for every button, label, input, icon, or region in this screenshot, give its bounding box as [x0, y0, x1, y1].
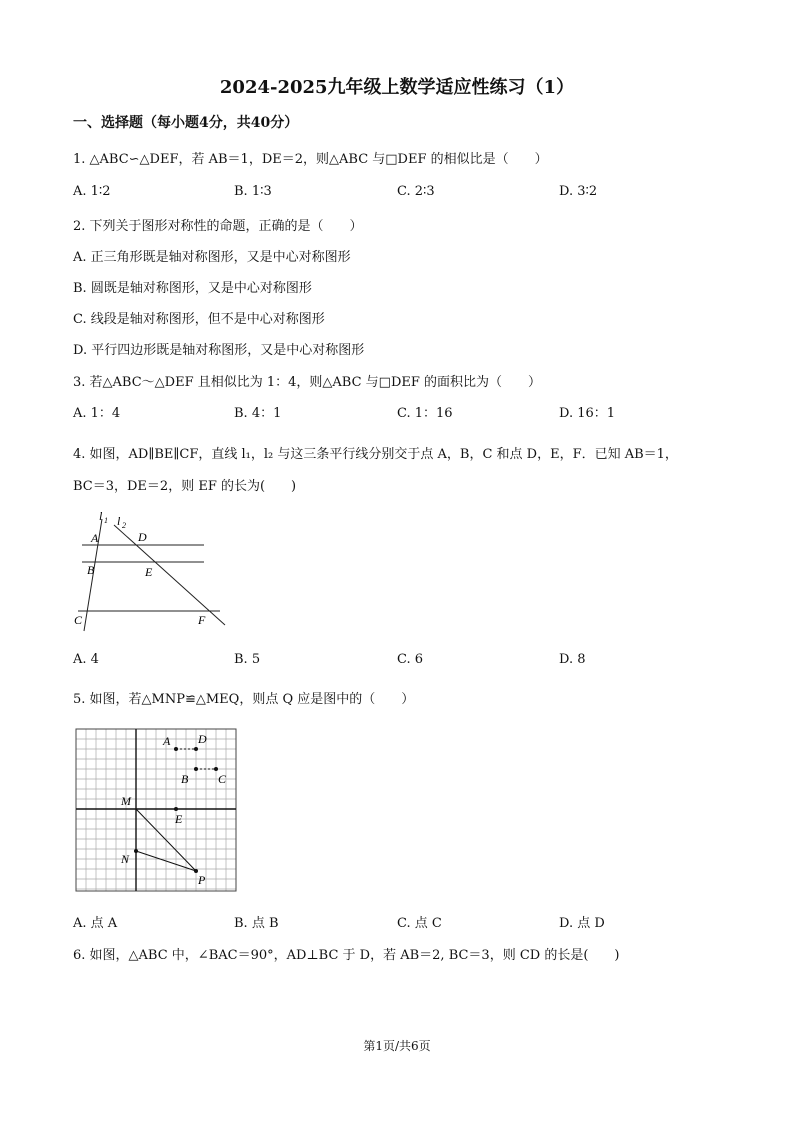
label-l2: l: [117, 514, 121, 528]
point-d: [194, 747, 198, 751]
q2-option-d: D. 平行四边形既是轴对称图形，又是中心对称图形: [73, 343, 365, 358]
section-heading: 一、选择题（每小题4分，共40分）: [73, 115, 299, 131]
page-title: 2024-2025九年级上数学适应性练习（1）: [219, 77, 575, 98]
label-f: F: [198, 613, 206, 627]
point-n: [134, 849, 138, 853]
line-l2: [114, 525, 225, 625]
q4-option-c: C. 6: [397, 652, 424, 667]
q2-option-b: B. 圆既是轴对称图形，又是中心对称图形: [73, 281, 312, 296]
q1-option-c: C. 2∶3: [397, 184, 435, 199]
label-b: B: [87, 563, 95, 577]
label-a: A: [91, 531, 99, 545]
label-e: E: [145, 565, 153, 579]
q3-option-c: C. 1：16: [397, 406, 453, 421]
q4-option-d: D. 8: [559, 652, 586, 667]
q5-grid-figure: [74, 727, 238, 893]
q3-option-d: D. 16：1: [559, 406, 616, 421]
q1-option-d: D. 3∶2: [559, 184, 598, 199]
q3-option-a: A. 1：4: [73, 406, 121, 421]
q4-option-a: A. 4: [73, 652, 99, 667]
label-b: B: [181, 772, 189, 786]
point-c: [214, 767, 218, 771]
label-d: D: [198, 732, 207, 746]
q5-option-d: D. 点 D: [559, 916, 605, 931]
point-e: [174, 807, 178, 811]
q1-option-a: A. 1∶2: [73, 184, 111, 199]
q1-option-b: B. 1∶3: [234, 184, 272, 199]
q5-option-c: C. 点 C: [397, 916, 442, 931]
question-1-stem: 1. △ABC∽△DEF，若 AB＝1，DE＝2，则△ABC 与□DEF 的相似比是（ ）: [73, 152, 548, 167]
question-4-stem-line1: 4. 如图，AD∥BE∥CF，直线 l₁，l₂ 与这三条平行线分别交于点 A，B，C 和点 D，E，F．已知 AB＝1，: [73, 447, 678, 462]
point-a: [174, 747, 178, 751]
label-l1: l: [99, 509, 103, 523]
question-6-stem: 6. 如图，△ABC 中，∠BAC＝90°，AD⊥BC 于 D，若 AB＝2, BC＝3，则 CD 的长是( ): [73, 948, 620, 963]
label-p: P: [198, 873, 206, 887]
q5-option-a: A. 点 A: [73, 916, 118, 931]
q3-option-b: B. 4：1: [234, 406, 282, 421]
label-c: C: [218, 772, 227, 786]
q5-option-b: B. 点 B: [234, 916, 279, 931]
label-c: C: [74, 613, 83, 627]
point-b: [194, 767, 198, 771]
label-l1-sub: 1: [104, 516, 108, 525]
label-d: D: [138, 530, 147, 544]
page-footer: 第1页/共6页: [363, 1039, 431, 1053]
label-a: A: [163, 734, 171, 748]
question-4-stem-line2: BC＝3，DE＝2，则 EF 的长为( ): [73, 479, 297, 494]
q4-parallel-lines-figure: [70, 505, 240, 635]
q2-option-a: A. 正三角形既是轴对称图形，又是中心对称图形: [73, 250, 351, 265]
question-5-stem: 5. 如图，若△MNP≌△MEQ，则点 Q 应是图中的（ ）: [73, 692, 415, 707]
question-3-stem: 3. 若△ABC～△DEF 且相似比为 1：4，则△ABC 与□DEF 的面积比为（ ）: [73, 375, 542, 390]
q2-option-c: C. 线段是轴对称图形，但不是中心对称图形: [73, 312, 325, 327]
label-e: E: [175, 812, 183, 826]
label-l2-sub: 2: [122, 521, 126, 530]
label-m: M: [121, 794, 131, 808]
question-2-stem: 2. 下列关于图形对称性的命题，正确的是（ ）: [73, 219, 363, 234]
label-n: N: [121, 852, 130, 866]
q4-option-b: B. 5: [234, 652, 261, 667]
